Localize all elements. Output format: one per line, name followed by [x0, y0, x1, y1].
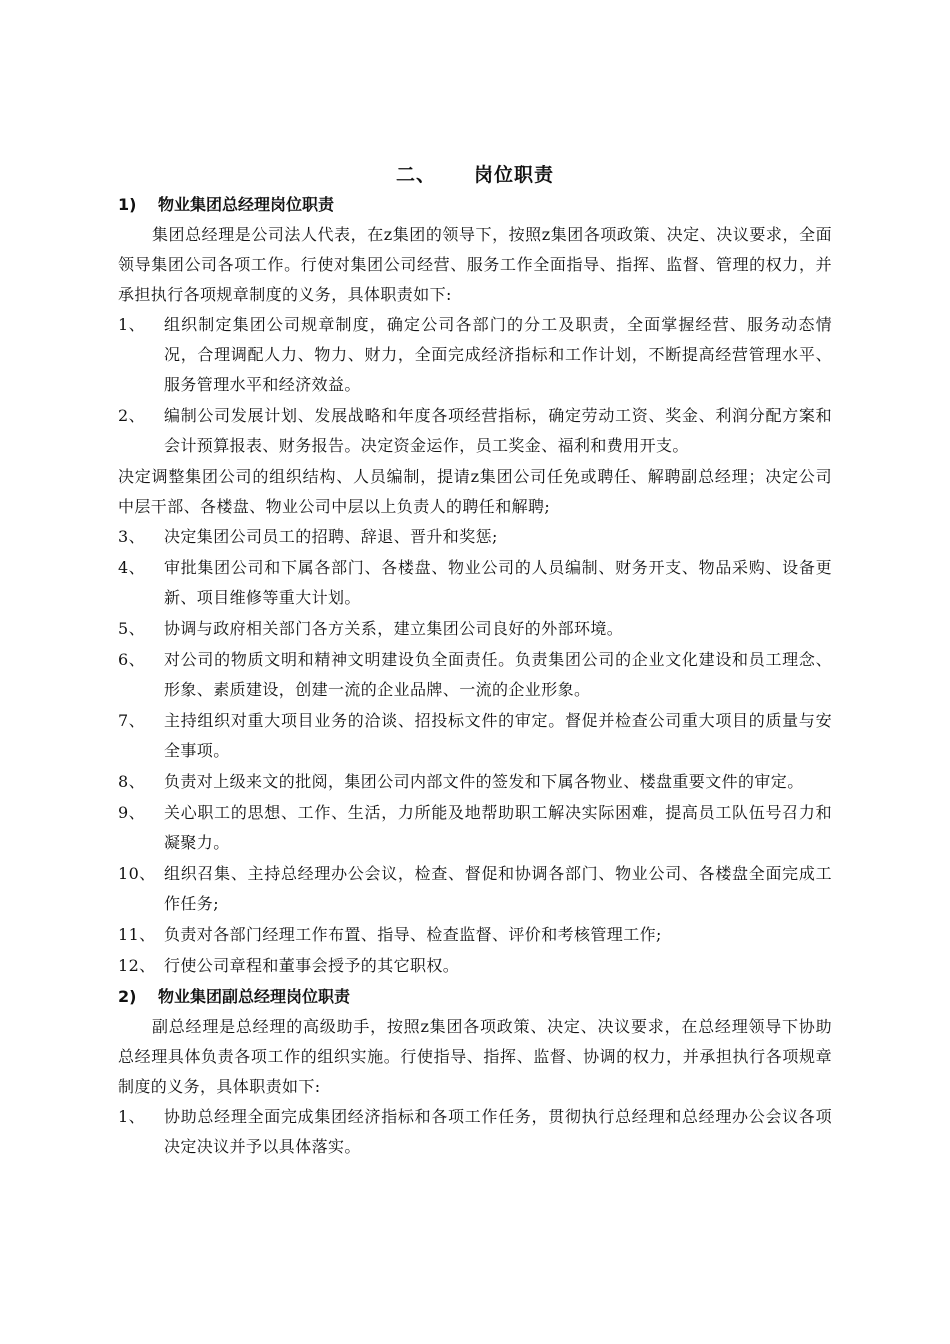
- list-item-number: 1、: [118, 315, 145, 334]
- list-item: [118, 767, 832, 797]
- list-item-number: 9、: [118, 803, 145, 822]
- list-item-text: 主持组织对重大项目业务的洽谈、招投标文件的审定。督促并检查公司重大项目的质量与安全事项。: [164, 711, 832, 760]
- chapter-number: 二、: [395, 164, 436, 186]
- section-number: 2): [118, 987, 137, 1006]
- list-item-text: 负责对上级来文的批阅，集团公司内部文件的签发和下属各物业、楼盘重要文件的审定。: [164, 772, 804, 791]
- list-item-text: 对公司的物质文明和精神文明建设负全面责任。负责集团公司的企业文化建设和员工理念、形象、素质建设，创建一流的企业品牌、一流的企业形象。: [164, 650, 832, 699]
- list-item-text: 组织制定集团公司规章制度，确定公司各部门的分工及职责，全面掌握经营、服务动态情况，合理调配人力、物力、财力，全面完成经济指标和工作计划，不断提高经营管理水平、服务管理水平和经济效益。: [164, 315, 832, 394]
- list-item-number: 2、: [118, 406, 145, 425]
- list-item: [118, 920, 832, 950]
- standalone-paragraph: 决定调整集团公司的组织结构、人员编制，提请z集团公司任免或聘任、解聘副总经理；决定公司中层干部、各楼盘、物业公司中层以上负责人的聘任和解聘;: [118, 467, 832, 516]
- list-item-number: 4、: [118, 558, 145, 577]
- section-title: 物业集团总经理岗位职责: [158, 195, 335, 214]
- list-item-number: 5、: [118, 619, 145, 638]
- list-item: [118, 401, 832, 461]
- chapter-title-text: 岗位职责: [474, 164, 555, 186]
- list-item-text: 审批集团公司和下属各部门、各楼盘、物业公司的人员编制、财务开支、物品采购、设备更新、项目维修等重大计划。: [164, 558, 832, 607]
- list-item: [118, 614, 832, 644]
- list-item-number: 10、: [118, 864, 156, 883]
- list-item: [118, 951, 832, 981]
- list-item-text: 组织召集、主持总经理办公会议，检查、督促和协调各部门、物业公司、各楼盘全面完成工作任务;: [164, 864, 832, 913]
- list-item-text: 负责对各部门经理工作布置、指导、检查监督、评价和考核管理工作;: [164, 925, 662, 944]
- list-item-text: 协助总经理全面完成集团经济指标和各项工作任务，贯彻执行总经理和总经理办公会议各项决定决议并予以具体落实。: [164, 1107, 832, 1156]
- list-item-number: 6、: [118, 650, 145, 669]
- document-body: [118, 190, 832, 1163]
- list-item-number: 11、: [118, 925, 156, 944]
- section-heading: [118, 190, 832, 220]
- list-item-number: 12、: [118, 956, 156, 975]
- intro-paragraph: 集团总经理是公司法人代表，在z集团的领导下，按照z集团各项政策、决定、决议要求，全面领导集团公司各项工作。行使对集团公司经营、服务工作全面指导、指挥、监督、管理的权力，并承担执行各项规章制度的义务，具体职责如下:: [118, 225, 832, 304]
- section-heading: [118, 982, 832, 1012]
- list-item: [118, 522, 832, 552]
- list-item-number: 8、: [118, 772, 145, 791]
- intro-paragraph: 副总经理是总经理的高级助手，按照z集团各项政策、决定、决议要求，在总经理领导下协助总经理具体负责各项工作的组织实施。行使指导、指挥、监督、协调的权力，并承担执行各项规章制度的义务，具体职责如下:: [118, 1017, 832, 1096]
- chapter-title: [0, 160, 950, 187]
- list-item: [118, 798, 832, 858]
- list-item-text: 行使公司章程和董事会授予的其它职权。: [164, 956, 460, 975]
- list-item: [118, 1102, 832, 1162]
- list-item: [118, 553, 832, 613]
- list-item: [118, 645, 832, 705]
- list-item: [118, 310, 832, 400]
- list-item-text: 编制公司发展计划、发展战略和年度各项经营指标，确定劳动工资、奖金、利润分配方案和会计预算报表、财务报告。决定资金运作，员工奖金、福利和费用开支。: [164, 406, 832, 455]
- list-item-number: 1、: [118, 1107, 145, 1126]
- list-item-text: 协调与政府相关部门各方关系，建立集团公司良好的外部环境。: [164, 619, 624, 638]
- section-title: 物业集团副总经理岗位职责: [158, 987, 351, 1006]
- list-item-number: 7、: [118, 711, 145, 730]
- section-number: 1): [118, 195, 137, 214]
- list-item-number: 3、: [118, 527, 145, 546]
- list-item-text: 关心职工的思想、工作、生活，力所能及地帮助职工解决实际困难，提高员工队伍号召力和凝聚力。: [164, 803, 832, 852]
- list-item-text: 决定集团公司员工的招聘、辞退、晋升和奖惩;: [164, 527, 498, 546]
- list-item: [118, 706, 832, 766]
- list-item: [118, 859, 832, 919]
